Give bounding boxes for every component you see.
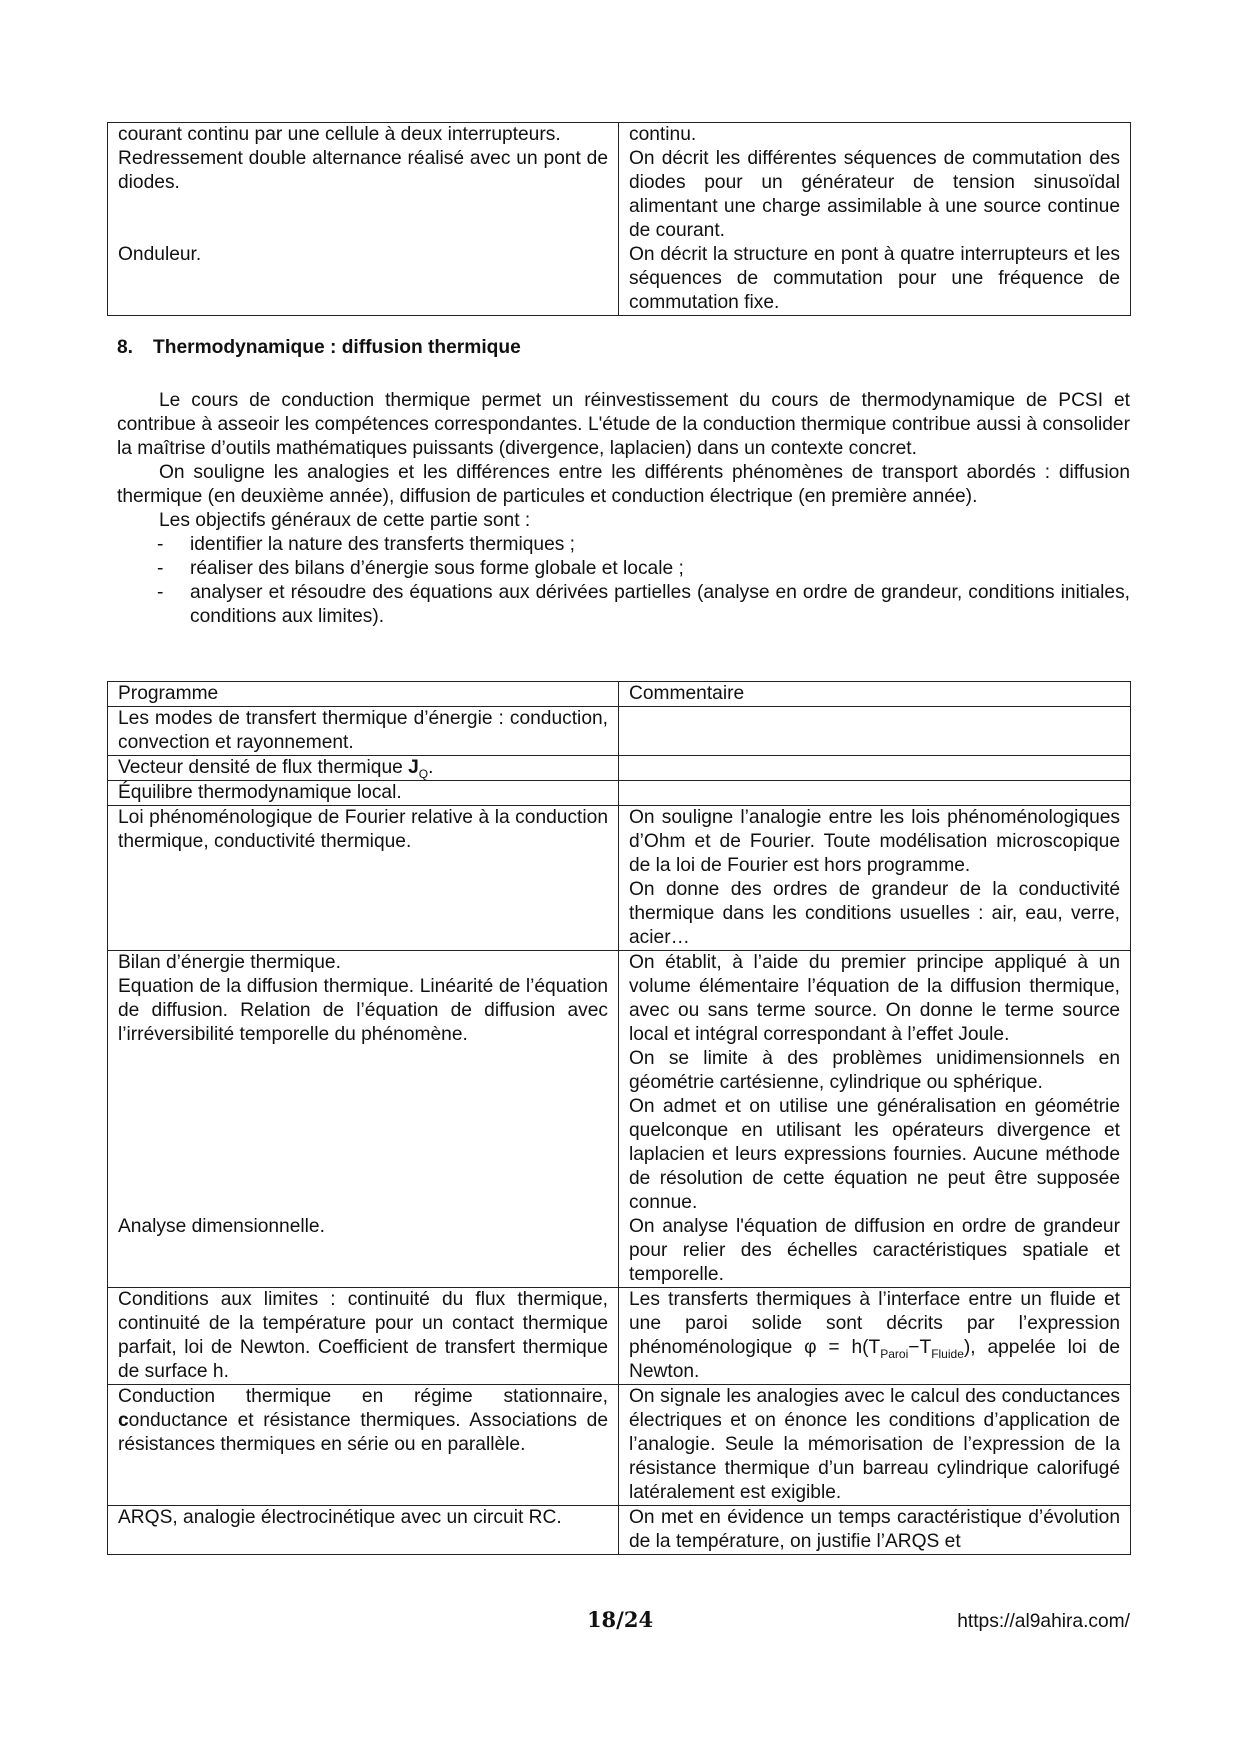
comment-cell	[619, 756, 1131, 781]
program-cell: Conditions aux limites : continuité du flux thermique, continuité de la température pour un contact thermique parfait, loi de Newton. Coefficient de transfert thermique de surface h.	[108, 1288, 619, 1385]
table-row	[108, 1385, 1131, 1506]
bullet-dash: -	[157, 582, 164, 603]
comment-cell: On établit, à l’aide du premier principe appliqué à un volume élémentaire l’équation de la diffusion thermique, avec ou sans terme source. On donne le terme source local et intégral correspondant à l’effet Joule. On se limite à des problèmes unidimensionnels en géométrie cartésienne, cylindrique ou sphérique. On admet et on utilise une généralisation en géométrie quelconque en utilisant les opérateurs divergence et laplacien et leurs expressions fournies. Aucune méthode de résolution de cette équation ne peut être supposée connue. On analyse l'équation de diffusion en ordre de grandeur pour relier des échelles caractéristiques spatiale et temporelle.	[619, 951, 1131, 1288]
comment-cell: On met en évidence un temps caractéristique d’évolution de la température, on justifie l’ARQS et	[619, 1506, 1131, 1555]
section-title: Thermodynamique : diffusion thermique	[153, 337, 521, 358]
comment-cell: On souligne l’analogie entre les lois phénoménologiques d’Ohm et de Fourier. Toute modélisation microscopique de la loi de Fourier est hors programme. On donne des ordres de grandeur de la conductivité thermique dans les conditions usuelles : air, eau, verre, acier…	[619, 806, 1131, 951]
flux-vector-symbol: J	[408, 757, 419, 778]
list-item: - identifier la nature des transferts thermiques ;	[157, 534, 576, 555]
section-number: 8.	[117, 337, 134, 358]
table-row	[108, 756, 1131, 781]
comment-cell: On signale les analogies avec le calcul des conductances électriques et on énonce les conditions d’application de l’analogie. Seule la mémorisation de l’expression de la résistance thermique d’un barreau cylindrique calorifugé latéralement est exigible.	[619, 1385, 1131, 1506]
footer-url-link[interactable]: https://al9ahira.com/	[957, 1611, 1130, 1632]
bullet-dash: -	[157, 558, 164, 579]
objectives-list	[117, 533, 1130, 629]
program-cell: Les modes de transfert thermique d’énergie : conduction, convection et rayonnement.	[108, 707, 619, 756]
program-cell: Bilan d’énergie thermique. Equation de la diffusion thermique. Linéarité de l’équation de diffusion. Relation de l’équation de diffusion avec l’irréversibilité temporelle du phénomène. Analyse dimensionnelle.	[108, 951, 619, 1288]
program-cell: Vecteur densité de flux thermique $J_Q$.	[108, 756, 619, 781]
table-row	[108, 806, 1131, 951]
intro-paragraph: Les objectifs généraux de cette partie sont :	[159, 510, 531, 531]
comment-cell	[619, 123, 1131, 316]
table-row	[108, 1288, 1131, 1385]
program-table	[107, 681, 1131, 1555]
bullet-dash: -	[157, 534, 164, 555]
comment-cell	[619, 781, 1131, 806]
table-header-row	[108, 682, 1131, 707]
section-intro	[117, 389, 1130, 629]
section-heading	[117, 336, 521, 360]
column-header-comment: Commentaire	[619, 682, 1131, 707]
comment-cell	[619, 707, 1131, 756]
table-row	[108, 707, 1131, 756]
page-number: 18/24	[586, 1607, 654, 1632]
table-row	[108, 123, 1131, 316]
program-cell: Loi phénoménologique de Fourier relative à la conduction thermique, conductivité thermique.	[108, 806, 619, 951]
intro-paragraph: On souligne les analogies et les différences entre les différents phénomènes de transport abordés : diffusion thermique (en deuxième année), diffusion de particules et conduction électrique (en première année).	[117, 462, 1130, 507]
continuation-table	[107, 122, 1131, 316]
program-cell	[108, 123, 619, 316]
column-header-program: Programme	[108, 682, 619, 707]
list-item: - analyser et résoudre des équations aux dérivées partielles (analyse en ordre de grandeur, conditions initiales, conditions aux limites).	[157, 582, 1130, 627]
table-row	[108, 1506, 1131, 1555]
intro-paragraph: Le cours de conduction thermique permet un réinvestissement du cours de thermodynamique de PCSI et contribue à asseoir les compétences correspondantes. L'étude de la conduction thermique contribue aussi à consolider la maîtrise d’outils mathématiques puissants (divergence, laplacien) dans un contexte concret.	[117, 390, 1130, 459]
table-row	[108, 781, 1131, 806]
comment-text: On décrit la structure en pont à quatre interrupteurs et les séquences de commutation pour une fréquence de commutation fixe.	[629, 244, 1120, 313]
comment-text: continu.	[629, 124, 697, 145]
program-text: courant continu par une cellule à deux interrupteurs.	[118, 124, 561, 145]
program-cell: Équilibre thermodynamique local.	[108, 781, 619, 806]
program-text: Redressement double alternance réalisé avec un pont de diodes.	[118, 148, 608, 193]
program-cell: Conduction thermique en régime stationnaire, conductance et résistance thermiques. Associations de résistances thermiques en série ou en parallèle.	[108, 1385, 619, 1506]
program-cell: ARQS, analogie électrocinétique avec un circuit RC.	[108, 1506, 619, 1555]
program-text: Onduleur.	[118, 244, 202, 265]
list-item: - réaliser des bilans d’énergie sous forme globale et locale ;	[157, 558, 684, 579]
comment-text: On décrit les différentes séquences de commutation des diodes pour un générateur de tension sinusoïdal alimentant une charge assimilable à une source continue de courant.	[629, 148, 1120, 241]
table-row	[108, 951, 1131, 1288]
comment-cell: Les transferts thermiques à l’interface entre un fluide et une paroi solide sont décrits par l’expression phénoménologique $\varphi = h(T_{Paroi}-T_{Fluide})$, appelée loi de Newton.	[619, 1288, 1131, 1385]
